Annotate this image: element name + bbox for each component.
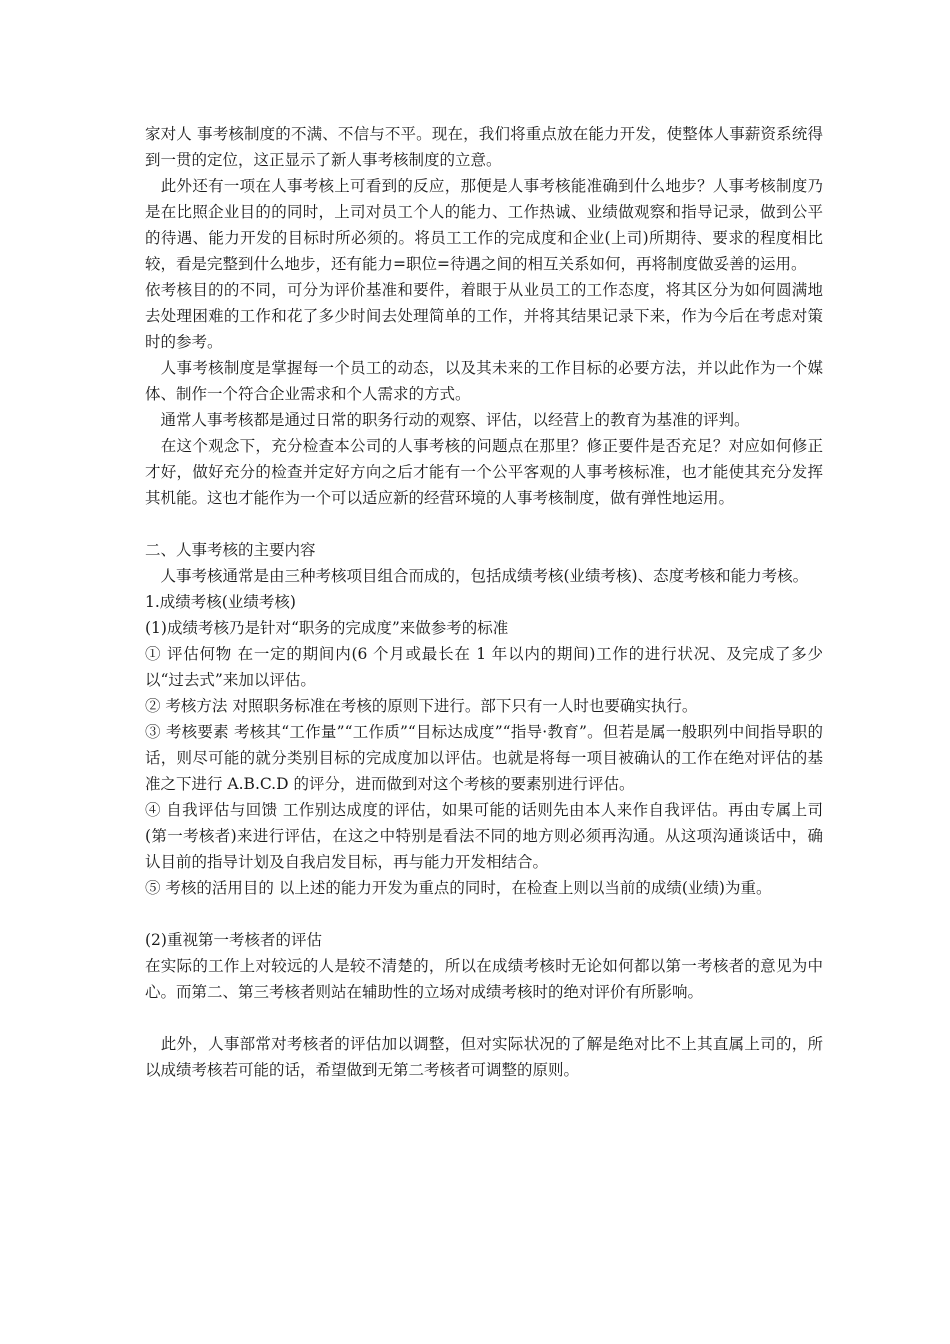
paragraph-method: 人事考核制度是掌握每一个员工的动态，以及其未来的工作目标的必要方法，并以此作为一个媒体、制作一个符合企业需求和个人需求的方式。 bbox=[145, 359, 823, 403]
paragraph-purpose: 依考核目的的不同，可分为评价基准和要件，着眼于从业员工的工作态度，将其区分为如何圆满地去处理困难的工作和花了多少时间去处理简单的工作，并将其结果记录下来，作为今后在考虑对策时的参考。 bbox=[145, 281, 823, 351]
list-item-5: ⑤ 考核的活用目的 以上述的能力开发为重点的同时，在检查上则以当前的成绩(业绩)为重。 bbox=[145, 879, 772, 897]
blank-line bbox=[145, 1005, 823, 1031]
list-heading-2: (2)重视第一考核者的评估 bbox=[145, 931, 322, 949]
list-item-4: ④ 自我评估与回馈 工作别达成度的评估，如果可能的话则先由本人来作自我评估。再由专属上司(第一考核者)来进行评估，在这之中特别是看法不同的地方则必须再沟通。从这项沟通谈话中，确认目前的指导计划及自我启发目标，再与能力开发相结合。 bbox=[145, 801, 823, 871]
paragraph-observation: 通常人事考核都是通过日常的职务行动的观察、评估，以经营上的教育为基准的评判。 bbox=[145, 411, 750, 429]
paragraph-accuracy: 此外还有一项在人事考核上可看到的反应，那便是人事考核能准确到什么地步？人事考核制度乃是在比照企业目的的同时，上司对员工个人的能力、工作热诚、业绩做观察和指导记录，做到公平的待遇、能力开发的目标时所必须的。将员工工作的完成度和企业(上司)所期待、要求的程度相比较，看是完整到什么地步，还有能力=职位=待遇之间的相互关系如何，再将制度做妥善的运用。 bbox=[145, 177, 823, 273]
blank-line bbox=[145, 511, 823, 537]
list-item-3: ③ 考核要素 考核其“工作量”“工作质”“目标达成度”“指导·教育”。但若是属一般职列中间指导职的话，则尽可能的就分类别目标的完成度加以评估。也就是将每一项目被确认的工作在绝对评估的基准之下进行 A.B.C.D 的评分，进而做到对这个考核的要素别进行评估。 bbox=[145, 723, 823, 793]
subsection-heading: 1.成绩考核(业绩考核) bbox=[145, 593, 296, 611]
section-heading: 二、人事考核的主要内容 bbox=[145, 541, 316, 559]
blank-line bbox=[145, 901, 823, 927]
list-heading-1: (1)成绩考核乃是针对“职务的完成度”来做参考的标准 bbox=[145, 619, 509, 637]
document-body bbox=[145, 121, 823, 1083]
list-item-1: ① 评估何物 在一定的期间内(6 个月或最长在 1 年以内的期间)工作的进行状况、及完成了多少以“过去式”来加以评估。 bbox=[145, 645, 823, 689]
paragraph-three-items: 人事考核通常是由三种考核项目组合而成的，包括成绩考核(业绩考核)、态度考核和能力考核。 bbox=[145, 567, 809, 585]
paragraph-adjustment: 此外，人事部常对考核者的评估加以调整，但对实际状况的了解是绝对比不上其直属上司的，所以成绩考核若可能的话，希望做到无第二考核者可调整的原则。 bbox=[145, 1035, 823, 1079]
list-item-2: ② 考核方法 对照职务标准在考核的原则下进行。部下只有一人时也要确实执行。 bbox=[145, 697, 698, 715]
paragraph-first-evaluator: 在实际的工作上对较远的人是较不清楚的，所以在成绩考核时无论如何都以第一考核者的意见为中心。而第二、第三考核者则站在辅助性的立场对成绩考核时的绝对评价有所影响。 bbox=[145, 957, 823, 1001]
paragraph-concept: 在这个观念下，充分检查本公司的人事考核的问题点在那里？修正要件是否充足？对应如何修正才好，做好充分的检查并定好方向之后才能有一个公平客观的人事考核标准，也才能使其充分发挥其机能。这也才能作为一个可以适应新的经营环境的人事考核制度，做有弹性地运用。 bbox=[145, 437, 823, 507]
paragraph-intro-continued: 家对人 事考核制度的不满、不信与不平。现在，我们将重点放在能力开发，使整体人事薪资系统得到一贯的定位，这正显示了新人事考核制度的立意。 bbox=[145, 125, 823, 169]
